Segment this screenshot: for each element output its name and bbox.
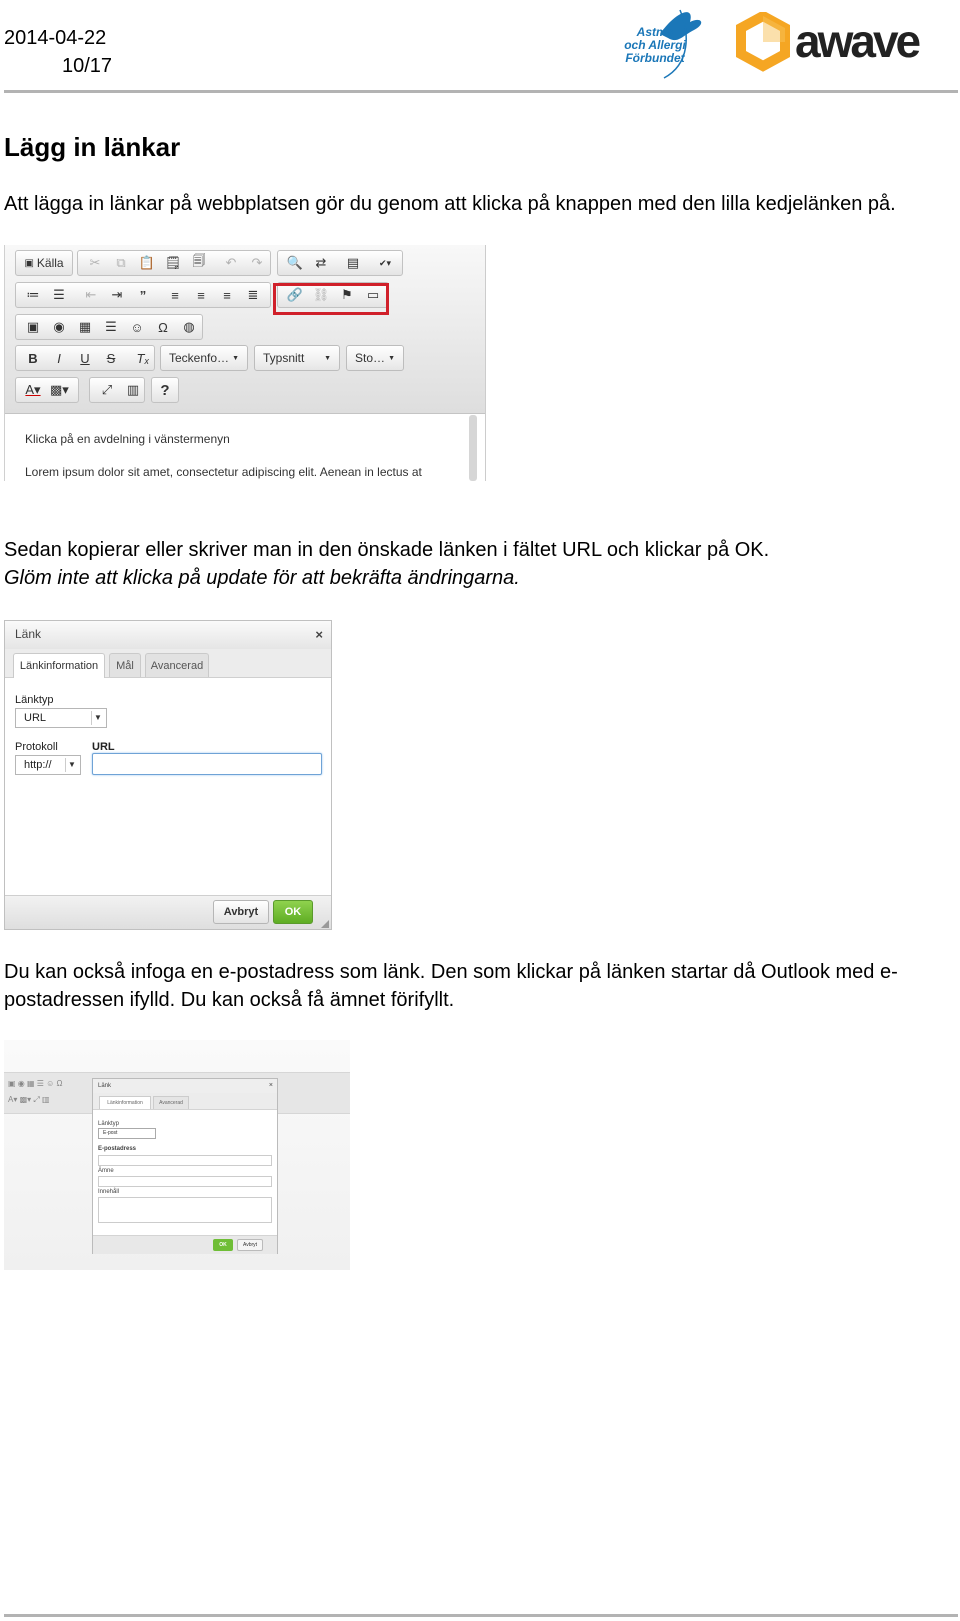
link-buttons-highlight — [273, 283, 389, 315]
url-input[interactable] — [92, 753, 322, 775]
tab-advanced[interactable]: Avancerad — [153, 1096, 189, 1109]
redo-icon[interactable]: ↷ — [251, 255, 263, 270]
link-dialog-screenshot — [4, 620, 332, 930]
omega-icon[interactable]: Ω — [158, 319, 168, 335]
email-dialog — [92, 1078, 278, 1254]
strike-icon[interactable]: S — [106, 350, 116, 366]
paragraph-1: Att lägga in länkar på webbplatsen gör du genom att klicka på knappen med den lilla kedjelänken på. — [4, 193, 896, 215]
outdent-icon[interactable]: ⇤ — [85, 287, 97, 302]
paste-icon[interactable]: 📋 — [138, 255, 156, 270]
header-page-number: 10/17 — [62, 55, 113, 77]
numbered-list-icon[interactable]: ≔ — [26, 287, 40, 302]
italic-icon[interactable]: I — [57, 350, 61, 366]
cancel-button[interactable]: Avbryt — [213, 900, 269, 924]
align-center-icon[interactable]: ≡ — [197, 287, 205, 303]
remove-format-icon[interactable]: Tₓ — [136, 350, 150, 366]
select-all-icon[interactable]: ▤ — [346, 255, 360, 270]
text-color-icon[interactable]: A▾ — [25, 382, 41, 397]
align-left-icon[interactable]: ≡ — [171, 287, 179, 303]
bulleted-list-icon[interactable]: ☰ — [53, 287, 65, 302]
close-icon[interactable]: × — [315, 627, 323, 642]
email-dialog-title-bar — [93, 1079, 277, 1094]
source-icon: ▣ — [24, 257, 34, 269]
source-button[interactable]: ▣ Källa — [24, 256, 64, 270]
toolbar-group-insert — [15, 314, 203, 340]
subject-label: Ämne — [98, 1168, 114, 1174]
toolbar-group-source — [15, 250, 73, 276]
tab-advanced[interactable]: Avancerad — [145, 653, 209, 677]
chevron-down-icon: ▼ — [324, 354, 331, 362]
email-dialog-tabs — [93, 1093, 277, 1110]
toolbar-group-find — [277, 250, 403, 276]
ok-button[interactable]: OK — [273, 900, 313, 924]
paragraph-3-italic: Glöm inte att klicka på update för att bekräfta ändringarna. — [4, 567, 520, 589]
help-icon[interactable]: ? — [160, 381, 170, 399]
toolbar-group-basicstyles — [15, 345, 155, 371]
undo-icon[interactable]: ↶ — [225, 255, 237, 270]
footer-divider — [4, 1614, 958, 1617]
paste-text-icon[interactable]: 🗒 — [164, 255, 182, 270]
paste-word-icon[interactable]: 🗐 — [192, 253, 206, 268]
close-icon[interactable]: × — [268, 1082, 273, 1089]
awave-logo — [735, 10, 955, 76]
table-icon[interactable]: ▦ — [78, 319, 92, 334]
chevron-down-icon: ▼ — [388, 354, 395, 362]
toolbar-group-paragraph — [15, 282, 271, 308]
chevron-down-icon: ▼ — [91, 711, 104, 725]
header-date: 2014-04-22 — [4, 27, 107, 49]
dialog-title-bar — [5, 621, 331, 650]
copy-icon[interactable]: ⧉ — [116, 255, 126, 270]
editor-toolbar-screenshot — [4, 245, 486, 481]
paragraph-2: Sedan kopierar eller skriver man in den önskade länken i fältet URL och klickar på OK. — [4, 539, 770, 561]
spellcheck-icon[interactable]: ✔▾ — [378, 257, 392, 268]
toolbar-area — [5, 245, 485, 414]
paragraph-4: Du kan också infoga en e-postadress som länk. Den som klickar på länken startar då Outlook med e- — [4, 961, 898, 983]
protocol-select[interactable]: http:// ▼ — [15, 755, 81, 775]
url-label: URL — [92, 741, 115, 753]
tab-link-info[interactable]: Länkinformation — [13, 653, 105, 678]
bold-icon[interactable]: B — [28, 350, 38, 366]
link-type-select[interactable]: E-post — [98, 1128, 156, 1139]
astma-allergi-logo-text: Astma och Allergi Förbundet — [624, 25, 686, 65]
indent-icon[interactable]: ⇥ — [111, 287, 123, 302]
link-type-select[interactable]: URL ▼ — [15, 708, 107, 728]
toolbar-icons-row-2: A▾ ▩▾ ⤢ ▥ — [8, 1095, 50, 1104]
background-color-icon[interactable]: ▩▾ — [50, 382, 69, 397]
dialog-tabs — [5, 649, 331, 678]
protocol-label: Protokoll — [15, 741, 58, 753]
page-title: Lägg in länkar — [4, 132, 181, 162]
dialog-footer — [5, 895, 331, 930]
resize-grip-icon[interactable] — [321, 920, 329, 928]
hexagon-logo-icon — [735, 12, 791, 72]
toolbar-group-tools — [89, 377, 145, 403]
align-justify-icon[interactable]: ≣ — [247, 287, 259, 302]
email-dialog-footer — [93, 1235, 277, 1254]
smiley-icon[interactable]: ☺ — [130, 319, 144, 335]
replace-icon[interactable]: ⇄ — [315, 255, 327, 270]
size-combo[interactable]: Sto… ▼ — [346, 345, 404, 371]
paragraph-5: postadressen ifylld. Du kan också få ämnet förifyllt. — [4, 989, 455, 1011]
toolbar-group-colors — [15, 377, 79, 403]
underline-icon[interactable]: U — [80, 350, 90, 366]
ok-button[interactable]: OK — [213, 1239, 233, 1251]
link-chain-icon[interactable]: 🔗 — [286, 287, 304, 302]
link-type-label: Länktyp — [98, 1121, 120, 1127]
email-link-dialog-screenshot — [4, 1040, 350, 1270]
chevron-down-icon: ▼ — [232, 354, 239, 362]
email-label: E-postadress — [98, 1146, 137, 1152]
unlink-icon[interactable]: ⛓ — [312, 287, 330, 302]
maximize-icon[interactable]: ⤢ — [101, 382, 113, 397]
email-input[interactable] — [98, 1155, 272, 1166]
toolbar-icons-row-1: ▣ ◉ ▦ ☰ ☺ Ω — [8, 1079, 63, 1088]
email-dialog-title: Länk — [98, 1083, 112, 1089]
iframe-icon[interactable]: ▭ — [366, 287, 380, 302]
format-combo[interactable]: Teckenfo… ▼ — [160, 345, 248, 371]
globe-icon[interactable]: ◍ — [183, 319, 195, 334]
tab-link-info[interactable]: Länkinformation — [99, 1096, 151, 1109]
header-divider — [4, 90, 958, 93]
link-type-label: Länktyp — [15, 694, 54, 706]
subject-input[interactable] — [98, 1176, 272, 1187]
horizontal-rule-icon[interactable]: ☰ — [105, 319, 117, 334]
body-label: Innehåll — [98, 1189, 120, 1195]
dialog-title: Länk — [15, 627, 42, 641]
awave-logo-text: awave — [795, 15, 919, 67]
toolbar-group-help — [151, 377, 179, 403]
editor-content-line-1: Klicka på en avdelning i vänstermenyn — [25, 432, 230, 446]
anchor-flag-icon[interactable]: ⚑ — [341, 287, 353, 302]
chevron-down-icon: ▼ — [65, 758, 78, 772]
show-blocks-icon[interactable]: ▥ — [126, 382, 140, 397]
tab-target[interactable]: Mål — [109, 653, 141, 677]
editor-content-line-2: Lorem ipsum dolor sit amet, consectetur adipiscing elit. Aenean in lectus at — [25, 465, 422, 479]
find-icon[interactable]: 🔍 — [286, 255, 304, 270]
body-textarea[interactable] — [98, 1197, 272, 1223]
image-icon[interactable]: ▣ — [26, 319, 40, 334]
astma-allergi-logo — [620, 4, 712, 82]
toolbar-group-clipboard — [77, 250, 271, 276]
blockquote-icon[interactable]: ” — [139, 287, 147, 303]
align-right-icon[interactable]: ≡ — [223, 287, 231, 303]
cut-icon[interactable]: ✂ — [89, 255, 101, 270]
font-combo[interactable]: Typsnitt ▼ — [254, 345, 340, 371]
cancel-button[interactable]: Avbryt — [237, 1239, 263, 1251]
flash-icon[interactable]: ◉ — [53, 319, 65, 334]
editor-scrollbar[interactable] — [469, 415, 477, 481]
